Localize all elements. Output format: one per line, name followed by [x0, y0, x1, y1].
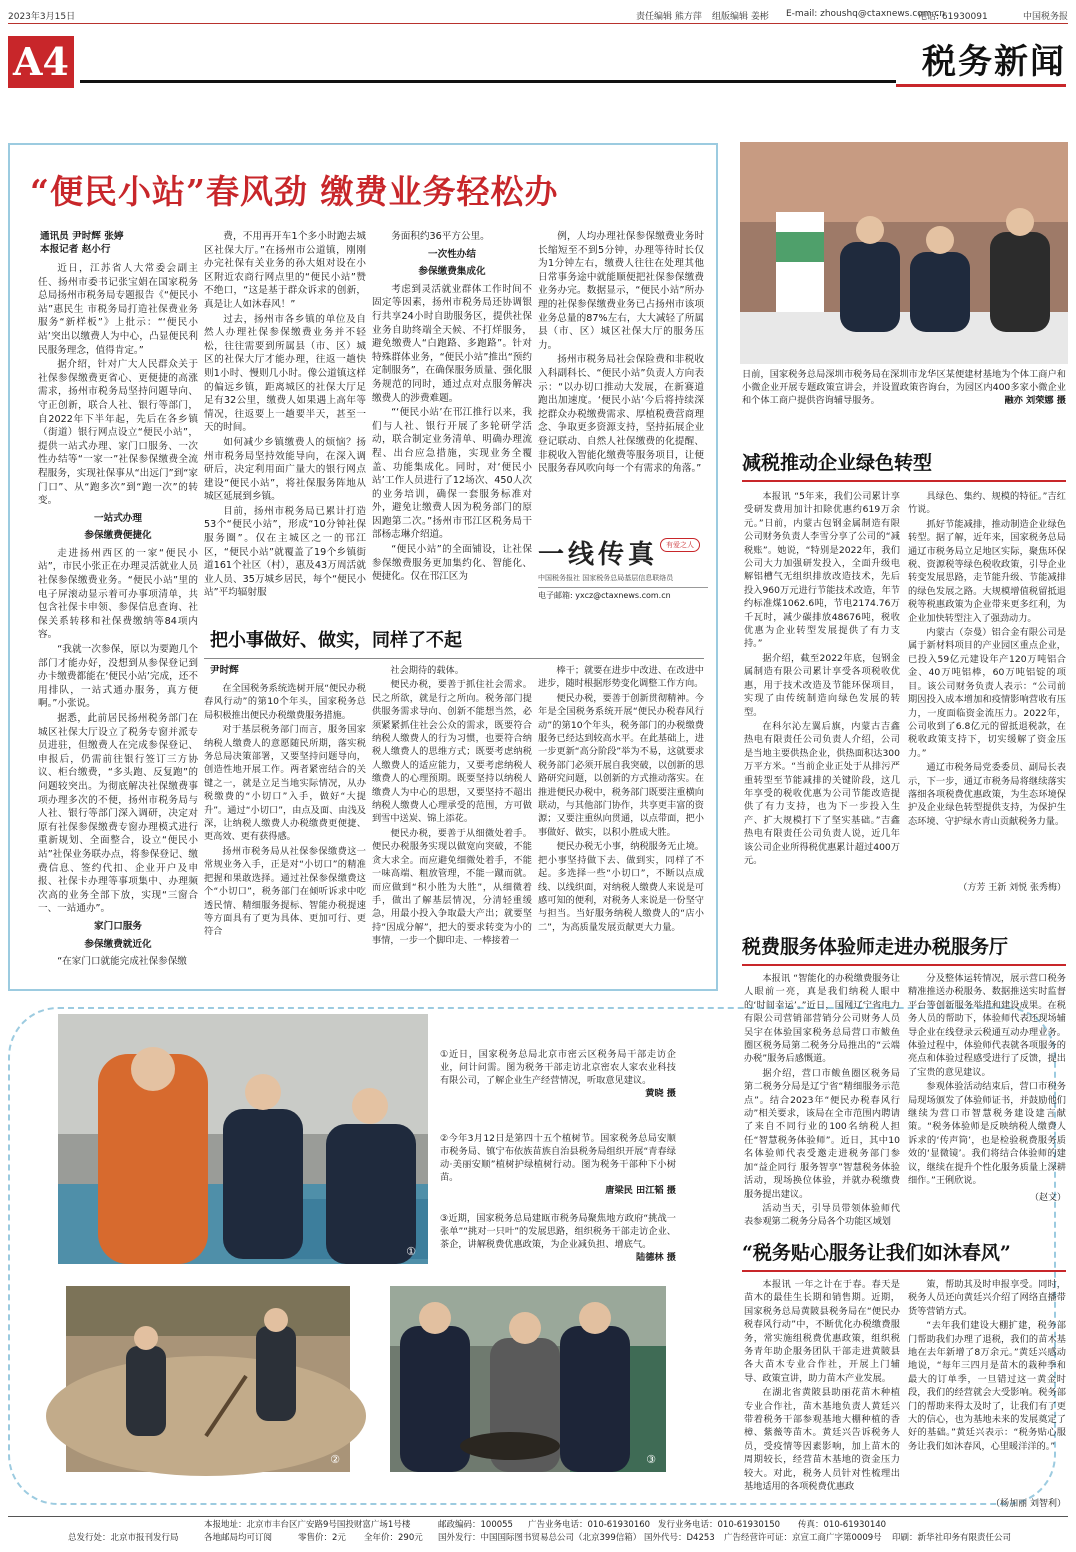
- footer-ad-license: 广告经营许可证：京宣工商广字第0009号: [724, 1533, 882, 1543]
- green-transition-headline: 减税推动企业绿色转型: [742, 452, 933, 474]
- photo-tree-planting-image: [66, 1286, 350, 1472]
- commentary-byline: 尹时辉: [210, 665, 239, 676]
- paragraph: “去年我们建设大棚扩建，税务部门帮助我们办理了退税，我们的苗木基地在去年新增了8万余元。”黄廷兴感动地说，“每年三四月是苗木的栽种季和最大的订单季，一旦错过这一黄金时段，我们的经营就会大受影响。税务部门的帮助来得太及时了，让我们有了更大的信心，也为基地未来的发展奠定了好的基础。”黄廷兴表示：“税务贴心服务让我们如沐春风，心里暖洋洋的。”: [908, 1320, 1066, 1452]
- paragraph: 例，人均办理社保参保缴费业务时长缩短至不到5分钟，办理等待时长仅为1分钟左右，缴费人往往在处理其他日常事务途中就能顺便把社保参保缴费业务办完。数据显示，“便民小站”所办理的社保参保缴费业务已占扬州市该项业务总量的87%左右，大大减轻了所属县（市、区）城区社保大厅的服务压力。: [538, 231, 704, 351]
- experience-headline: 税费服务体验师走进办税服务厅: [742, 936, 1009, 958]
- editor-phone: 电话: 61930091: [918, 12, 988, 22]
- spring-service-headline: “税务贴心服务让我们如沐春风”: [742, 1242, 1011, 1264]
- header-rule: [80, 80, 896, 83]
- newspaper-name: 中国税务报: [1022, 12, 1068, 22]
- paragraph: 费，不用再开车1个多小时跑去城区社保大厅。”在扬州市公道镇，刚刚办完社保有关业务的孙大姐对设在小区附近农商行网点里的“便民小站”赞不绝口，“这是基于群众诉求的创新，真是让人如沐春风！”: [204, 231, 366, 310]
- photo-tea-factory-image: [390, 1286, 666, 1472]
- section-title: 税务新闻: [922, 42, 1066, 82]
- photo-number-2: ②: [330, 1453, 340, 1466]
- paragraph: 据介绍，营口市鲅鱼圈区税务局第二税务分局是辽宁省“精细服务示范点”。结合2023年“便民办税春风行动”相关要求，该局在全市范围内聘请了来自不同行业的100名纳税人担任“智慧税务体验师”。近日，其中10名体验师代表受邀走进税务部门参加“益企同行 服务智享”智慧税务体验活动，现场换位体验，并就办税缴费服务提出建议。: [744, 1067, 900, 1200]
- paragraph: 据介绍，针对广大人民群众关于社保参保缴费更省心、更便捷的高涨需求，扬州市税务局坚持问题导向、守正创新，联合人社、银行等部门，自2022年下半年起，先后在各乡镇（街道）银行网点设立“便民小站”，提供一站式办理、家门口服务、一次性办结等“一家一”社保参保缴费全流程服务，实现社保事从“出远门”到“家门口”、从“跑多次”到“跑一次”的转变。: [38, 359, 198, 507]
- photo-caption-2: [440, 1132, 676, 1197]
- byline-reporter: 通讯员 尹时辉 张婷: [40, 231, 124, 242]
- photo-tea-factory: [390, 1286, 666, 1472]
- paragraph: 扬州市税务局社会保险费和非税收入科副科长、“便民小站”负责人方向表示：“以办切口推动大发展，在新赛道跑出加速度。‘便民小站’今后将持续深挖群众办税缴费需求、厚植税费营商理念、争取更多资源支持，坚持拓展企业登记联动、自然人社保缴费的化提醒、非税收入智能化缴费等服务项目，让便民服务春风吹向每一个有需求的角落。”: [538, 354, 704, 475]
- photo-credit: 陆德林 摄: [636, 1252, 676, 1263]
- brand-org: 中国税务报社 国家税务总局基层信息联络员: [538, 574, 674, 582]
- section-underline: [896, 84, 1066, 87]
- photo-credit: 唐梁民 田江韬 摄: [605, 1185, 676, 1196]
- paragraph: 务面积约36平方公里。: [391, 231, 490, 242]
- feature-byline: [40, 230, 200, 256]
- paragraph: 在全国税务系统选树开展“便民办税春风行动”的第10个年头，国家税务总局积极推出便民办税缴费服务措施。: [204, 683, 366, 721]
- paragraph: 内蒙古（奈曼）铝合金有限公司是属于新材料项目的产业园区重点企业，已投入59亿元建设年产120万吨铝合金、40万吨铝棒，60万吨铝锭的项目。该公司财务负责人表示：“公司前期因投入成本增加和疫情影响营收有压力，一度面临资金流压力。2022年，公司收到了6.8亿元的留抵退税款，在税收政策支持下，切实缓解了资金压力。”: [908, 627, 1066, 759]
- caption-text: 日前，国家税务总局深圳市税务局在深圳市龙华区某便建材基地为个体工商户和小微企业开展专题政策宣讲会，并设置政策咨询台，为园区内400多家小微企业和个体工商户提供咨询辅导服务。: [742, 369, 1066, 407]
- footer-annual-price: 全年价：290元: [364, 1533, 423, 1543]
- photo-warehouse: [58, 1014, 428, 1264]
- byline-journalist: 本报记者 赵小行: [40, 244, 111, 255]
- spring-article-column-2: [908, 1278, 1066, 1494]
- commentary-column-3: [538, 664, 704, 978]
- right-photo-caption: [742, 368, 1066, 408]
- commentary-column-2: [372, 664, 532, 978]
- layout-editor: 组版编辑 姜彬: [712, 12, 769, 22]
- feature-column-3: [372, 230, 532, 608]
- caption-text: ①近日，国家税务总局北京市密云区税务局干部走访企业，问计问需。图为税务干部走访北京密农人家农业科技有限公司，了解企业生产经营情况，听取意见建议。: [440, 1049, 676, 1086]
- brand-name: 一线传真: [538, 540, 659, 570]
- feature-column-1: [38, 262, 198, 984]
- photo-number-3: ③: [646, 1453, 656, 1466]
- paragraph: “‘便民小站’在邗江推行以来，我们与人社、银行开展了多轮研学活动，联合制定业务清单、明确办理流程、出台应急措施，实现业务全覆盖、功能集成化。同时，对‘便民小站’工作人员进行了12场次、450人次的业务培训，确保一套服务标准对外，避免让缴费人因为税务部门的原因跑第二次。”扬州市邗江区税务局干部杨志琳介绍道。: [372, 407, 532, 541]
- brand-contact: 电子邮箱: yxcz@ctaxnews.com.cn: [538, 587, 708, 601]
- footer-postcode: 邮政编码：100055: [438, 1520, 513, 1530]
- paragraph: 考虑到灵活就业群体工作时间不固定等因素，扬州市税务局还协调银行共享24小时自助服务区，提供社保业务自助终端全天候、不打烊服务，避免缴费人“白跑路、多跑路”。针对特殊群体业务，“便民小站”推出“预约定制服务”，在确保服务质量、强化服务规范的同时，通过点对点服务解决缴费人的涉费难题。: [372, 283, 532, 404]
- paragraph: 便民办税，要善于创新贯彻精神。今年是全国税务系统开展“便民办税春风行动”的第10个年头，税务部门的办税缴费服务已经达到较高水平。在此基础上，进一步更新“高分阶段”举为不易，这就要求税务部门必须开展自我突破，以创新的思路研究问题，以创新的方式推动落实。在推进便民办税中，税务部门既要注重横向联动，与其他部门协作，共享更丰富的资源；又要注重纵向贯通，以点带面，把小事做好、做实，以积小胜成大胜。: [538, 692, 704, 838]
- paragraph: 本报讯 一年之计在于春。春天是苗木的最佳生长期和销售期。近期，国家税务总局黄陂县税务局在“便民办税春风行动”中，不断优化办税缴费服务，常实施组税费优惠政策，组织税务青年助企服务团队干部走进黄陂县各大苗木专业合作社，开展上门辅导、政策宣讲，助力苗木产业发展。: [744, 1279, 900, 1384]
- paragraph: 具绿色、集约、规模的特征。”吉红竹说。: [908, 491, 1066, 516]
- footer-printer: 印刷：新华社印务有限责任公司: [892, 1533, 1012, 1543]
- paragraph: 便民办税，要善于抓住社会需求。民之所欲，就是行之所向。税务部门提供服务需求导向、创新不能想当然，必须紧紧抓住社会公众的需求，既要符合纳税人缴费人的行为习惯，也要符合纳税人缴费人的思维方式；既要考虑纳税人缴费人的适应能力，又要考虑纳税人缴费人的心理预期。既要坚持以纳税人缴费人为中心的思想，又要坚持不超出纳税人缴费人心理承受的范围，方可做到雪中送炭、锦上添花。: [372, 679, 532, 825]
- paragraph: 在科尔沁左翼后旗，内蒙古吉鑫热电有限责任公司负责人介绍，公司是当地主要供热企业，供热面积达300万平方米。“当前企业正处于从排污严重转型至节能减排的关键阶段，这几年享受的税收优惠为公司节能改造提供了有力支持，也为下一步投入生产、扩大规模打下了坚实基础。”吉鑫热电有限责任公司负责人说，近几年该公司企业所得税优惠累计超过400万元。: [744, 720, 900, 866]
- subhead: 参保缴费集成化: [418, 266, 486, 278]
- top-bar: [8, 4, 1068, 24]
- paragraph: 抓好节能减排，推动制造企业绿色转型。据了解，近年来，国家税务总局通辽市税务局立足地区实际，聚焦环保税、资源税等绿色税收政策，引导企业转变发展思路，走节能升级、节能减排的绿色发展之路。大规模增值税留抵退税等税惠政策为企业带来更多红利，为企业加快转型注入了强劲动力。: [908, 518, 1066, 624]
- photo-service-hall-image: [740, 142, 1068, 364]
- footer-overseas: 国外发行：中国国际图书贸易总公司（北京399信箱）: [438, 1533, 642, 1543]
- commentary-rule: [204, 658, 704, 659]
- photo-credit: 黄晓 摄: [645, 1088, 676, 1099]
- headline-rule: [742, 480, 1066, 482]
- feature-column-2: [204, 230, 366, 608]
- footer-ad-phone: 广告业务电话：010-61930160: [528, 1520, 651, 1530]
- footer-distribution-phone: 发行业务电话：010-61930150: [658, 1520, 781, 1530]
- paragraph: 近日，江苏省人大常委会副主任、扬州市委书记张宝娟在国家税务总局扬州市税务局专题报告《“便民小站”惠民生 市税务局打造社保费业务服务“新样板”》上批示：“‘便民小站’突出以缴费人为中心，凸显便民利民服务理念，值得肯定。”: [38, 263, 198, 356]
- caption-text: ③近期，国家税务总局建瓯市税务局聚焦地方政府“挑战一张单”“挑对一只叶”的发展思路，组织税务干部走访企业、茶企，讲解税费优惠政策，为企业减负担、增底气。: [440, 1213, 676, 1250]
- paragraph: 对于基层税务部门而言，服务国家纳税人缴费人的意愿随民所期，落实税务总局决策部署，又要坚持问题导向，创造性地开展工作。两者紧密结合的关键之一，就是立足当地实际情况，从办税缴费的“小切口”入手，做好“大提升”。通过“小切口”，由点及面、由浅及深，让纳税人缴费人办税缴费更便捷、更高效、更有获得感。: [204, 724, 366, 843]
- feature-headline: “便民小站”春风劲 缴费业务轻松办: [30, 172, 559, 211]
- paragraph: 据介绍，截至2022年底，包钢金属制造有限公司累计享受各项税收优惠，用于技术改造及节能环保项目，实现了由传统制造向绿色发展的转型。: [744, 652, 900, 718]
- paragraph: 便民办税无小事，纳税服务无止境。把小事坚持做下去、做到实，同样了不起。多选择一些“小切口”，不断以点成线、以线织面，对纳税人缴费人来说是可感可知的便利，对税务人来说是一份坚守与担当。当好服务纳税人缴费人的“店小二”，为高质量发展贡献更大力量。: [538, 841, 704, 933]
- subhead: 一次性办结: [428, 248, 476, 260]
- photo-caption-1: [440, 1048, 676, 1100]
- paragraph: 本报讯 “5年来，我们公司累计享受研发费用加计扣除优惠约619万余元。”日前，内蒙古包钢金属制造有限公司财务负责人李雪分享了公司的“减税账”。她说，“特别是2022年，我们公司大力加强研发投入，全面升级电解铝槽气无组织排放改造技术，先后投入960万元进行节能技术改造，年节约标准煤1062.6吨，节电2174.76万千瓦时，减少碳排放48676吨，税收优惠为企业转型发展提供了有力支持。”: [744, 491, 900, 650]
- brand-tag: 有爱之人: [660, 538, 700, 552]
- footer-distributor: 总发行处：北京市报刊发行局: [68, 1533, 179, 1543]
- footer-overseas-code: 国外代号：D4253: [644, 1533, 715, 1543]
- footer-retail-price: 零售价：2元: [298, 1533, 346, 1543]
- paragraph: “在家门口就能完成社保参保缴: [57, 956, 187, 968]
- photo-service-hall: [740, 142, 1068, 364]
- experience-article-column-2: [908, 972, 1066, 1190]
- subhead: 参保缴费便捷化: [84, 530, 152, 542]
- page-number: A4: [8, 36, 74, 88]
- paragraph: 本报讯 “智能化的办税缴费服务让人眼前一亮，真是我们纳税人眼中的‘时间幸运’。”近日，国网辽宁省电力有限公司营销部营销分公司财务人员吴宇在体验国家税务总局营口市鲅鱼圈区税务局第二税务分局推出的“云端办税”服务后感慨道。: [744, 973, 900, 1065]
- paragraph: “我就一次参保，原以为要跑几个部门才能办好，没想到从参保登记到办卡缴费都能在‘便民小站’完成，还不用排队，一站式通办服务，真方便啊。”小张说。: [38, 644, 198, 710]
- responsible-editor: 责任编辑 熊方萍: [636, 12, 702, 22]
- paragraph: 扬州市税务局从社保参保缴费这一常规业务入手，正是对“小切口”的精准把握和果敢选择。通过社保参保缴费这个“小切口”，税务部门在倾听诉求中吃透民情、精细服务提标、智能办税提速等方面具有了更为具体、更加可行、更符合: [204, 845, 366, 938]
- paragraph: 策，帮助其及时申报享受。同时，税务人员还向黄廷兴介绍了网络直播带货等营销方式。: [908, 1279, 1066, 1317]
- editor-email: E-mail: zhoushq@ctaxnews.com.cn: [786, 9, 946, 19]
- subhead: 参保缴费就近化: [84, 938, 152, 950]
- footer-fax: 传真：010-61930140: [798, 1520, 887, 1530]
- commentary-headline: 把小事做好、做实，同样了不起: [210, 630, 462, 651]
- photo-credit: 融亦 刘荣娜 摄: [1004, 395, 1066, 407]
- photo-warehouse-image: [58, 1014, 428, 1264]
- spring-article-credit: （杨加丽 刘智利）: [991, 1499, 1066, 1509]
- green-article-credit: （方芳 王新 刘悦 张秀梅）: [958, 883, 1066, 893]
- paragraph: 社会期待的载体。: [390, 665, 464, 676]
- paragraph: 通辽市税务局党委委员、副局长表示，下一步，通辽市税务局将继续落实落细各项税费优惠政策，为生态环境保护及企业绿色转型提供支持，为保护生态环境、守护绿水青山贡献税务力量。: [908, 762, 1066, 827]
- subhead: 家门口服务: [94, 920, 142, 932]
- paragraph: 过去，扬州市各乡镇的单位及自然人办理社保参保缴费业务并不轻松，往往需要到所属县（市、区）城区的社保大厅才能办理，往返一趟快则1小时、慢则几小时。像公道镇这样的偏远乡镇，距离城区的社保大厅足足有32公里，缴费人如果遇上高年等情况，往返要上一趟要半天，甚至一天的时间。: [204, 313, 366, 434]
- paragraph: 目前，扬州市税务局已累计打造53个“便民小站”，形成“10分钟社保服务圈”。仅在主城区之一的邗江区，“便民小站”就覆盖了19个乡镇街道161个社区（村），惠及43万周活就业人员、35万城乡居民，每个“便民小站”平均辐射服: [204, 505, 366, 599]
- paragraph: 参观体验活动结束后，营口市税务局现场颁发了体验师证书，并鼓励他们继续为营口市智慧税务建设建言献策。“税务体验师是反映纳税人缴费人诉求的‘传声筒’，也是检验税费服务质效的‘显微镜’。我们将结合体验师的建议，继续在提升个性化服务质量上深耕细作。”王俐欣说。: [908, 1081, 1066, 1187]
- footer: [8, 1516, 1068, 1546]
- feature-column-4: [538, 230, 704, 526]
- green-article-column-1: [744, 490, 900, 876]
- footer-subscribe: 各地邮局均可订阅: [204, 1533, 273, 1543]
- green-article-column-2: [908, 490, 1066, 876]
- paragraph: 走进扬州西区的一家“便民小站”，市民小张正在办理灵活就业人员社保参保缴费业务。“便民小站”里的电子屏滚动显示着可办事项清单，共包含社保卡申领、参保信息查询、社保关系转移和社保费缴纳等84项内容。: [38, 547, 198, 641]
- caption-text: ②今年3月12日是第四十五个植树节。国家税务总局安顺市税务局、镇宁布依族苗族自治县税务局组织开展“青春绿动·美丽安顺”植树护绿植树行动。图为税务干部种下小树苗。: [440, 1133, 676, 1183]
- issue-date: 2023年3月15日: [8, 12, 76, 22]
- commentary-column-1: [204, 682, 366, 978]
- experience-article-column-1: [744, 972, 900, 1228]
- paragraph: “便民小站”的全面铺设，让社保参保缴费服务更加集约化、智能化、便捷化。仅在邗江区为: [372, 544, 532, 583]
- paragraph: 据悉，此前居民扬州税务部门在城区社保大厅设立了税务专窗并派专员进驻，但缴费人在完成参保登记、申报后，仍需前往银行签订三方协议、柜台缴费，“多头跑、反复跑”的问题较突出。为彻底解决社保缴费事项办理多次的不便，扬州市税务局与人社、银行等部门深入调研，决定对原有社保参保缴费专窗办理模式进行重新规划、全面整合，设立“便民小站”社保业务联办点，将参保登记、缴费信息、签约代扣、企业开户及申报、社保卡办理等事项集中、办理频次高的业务全部下放，实现“三窗合一、一站通办”。: [38, 713, 198, 915]
- experience-article-credit: （赵文）: [1029, 1193, 1066, 1203]
- photo-number-1: ①: [406, 1245, 416, 1258]
- headline-rule: [742, 964, 1066, 966]
- footer-address: 本报地址：北京市丰台区广安路9号国投财富广场1号楼: [204, 1520, 411, 1530]
- photo-tree-planting: [66, 1286, 350, 1472]
- paragraph: 便民办税，要善于从细微处着手。便民办税服务实现以做宽向突破，不能贪大求全。而应避免细微处着手，不能一味高端、粗放管理，不能一蹴而就。而应做到“积小胜为大胜”，从细微着手，做出了解基层情况，分清轻重缓急，用最小投入争取最大产出；就要坚持“因成分解”，把大的要求转变为小的事情，一步一个脚印走、一棒接着一: [372, 827, 532, 947]
- spring-article-column-1: [744, 1278, 900, 1508]
- photo-caption-3: [440, 1212, 676, 1264]
- subhead: 一站式办理: [94, 512, 142, 524]
- headline-rule: [742, 1270, 1066, 1272]
- paragraph: 活动当天，引导员带领体验师代表参观第二税务分局各个功能区域划: [744, 1202, 900, 1228]
- paragraph: 如何减少乡镇缴费人的烦恼？扬州市税务局坚持效能导向，在深入调研后，决定利用面广量大的银行网点建设“便民小站”，将社保服务阵地从城区延展到乡镇。: [204, 436, 366, 503]
- paragraph: 棒干；就要在进步中改进、在改进中进步，随时根据形势变化调整工作方向。: [538, 665, 704, 690]
- paragraph: 在湖北省黄陂县助丽花苗木种植专业合作社，苗木基地负责人黄廷兴带着税务干部参观基地大棚种植的香樟、紫薇等苗木。黄廷兴告诉税务人员，受疫情等因素影响，加上苗木的周期较长，经营苗木基地的资金压力较大。对此，税务人员针对性梳理出基地适用的各项税费优惠政: [744, 1387, 900, 1493]
- paragraph: 分及整体运转情况，展示营口税务精准推送办税服务、数据推送实时监督平台等创新服务举措和建设成果。在税务人员的帮助下，体验师代表还现场辅导企业在线登录云税通互动办理业务。体验过程中，体验师代表就各项服务的亮点和体验过程感受进行了反馈，提出了宝贵的意见建议。: [908, 973, 1066, 1078]
